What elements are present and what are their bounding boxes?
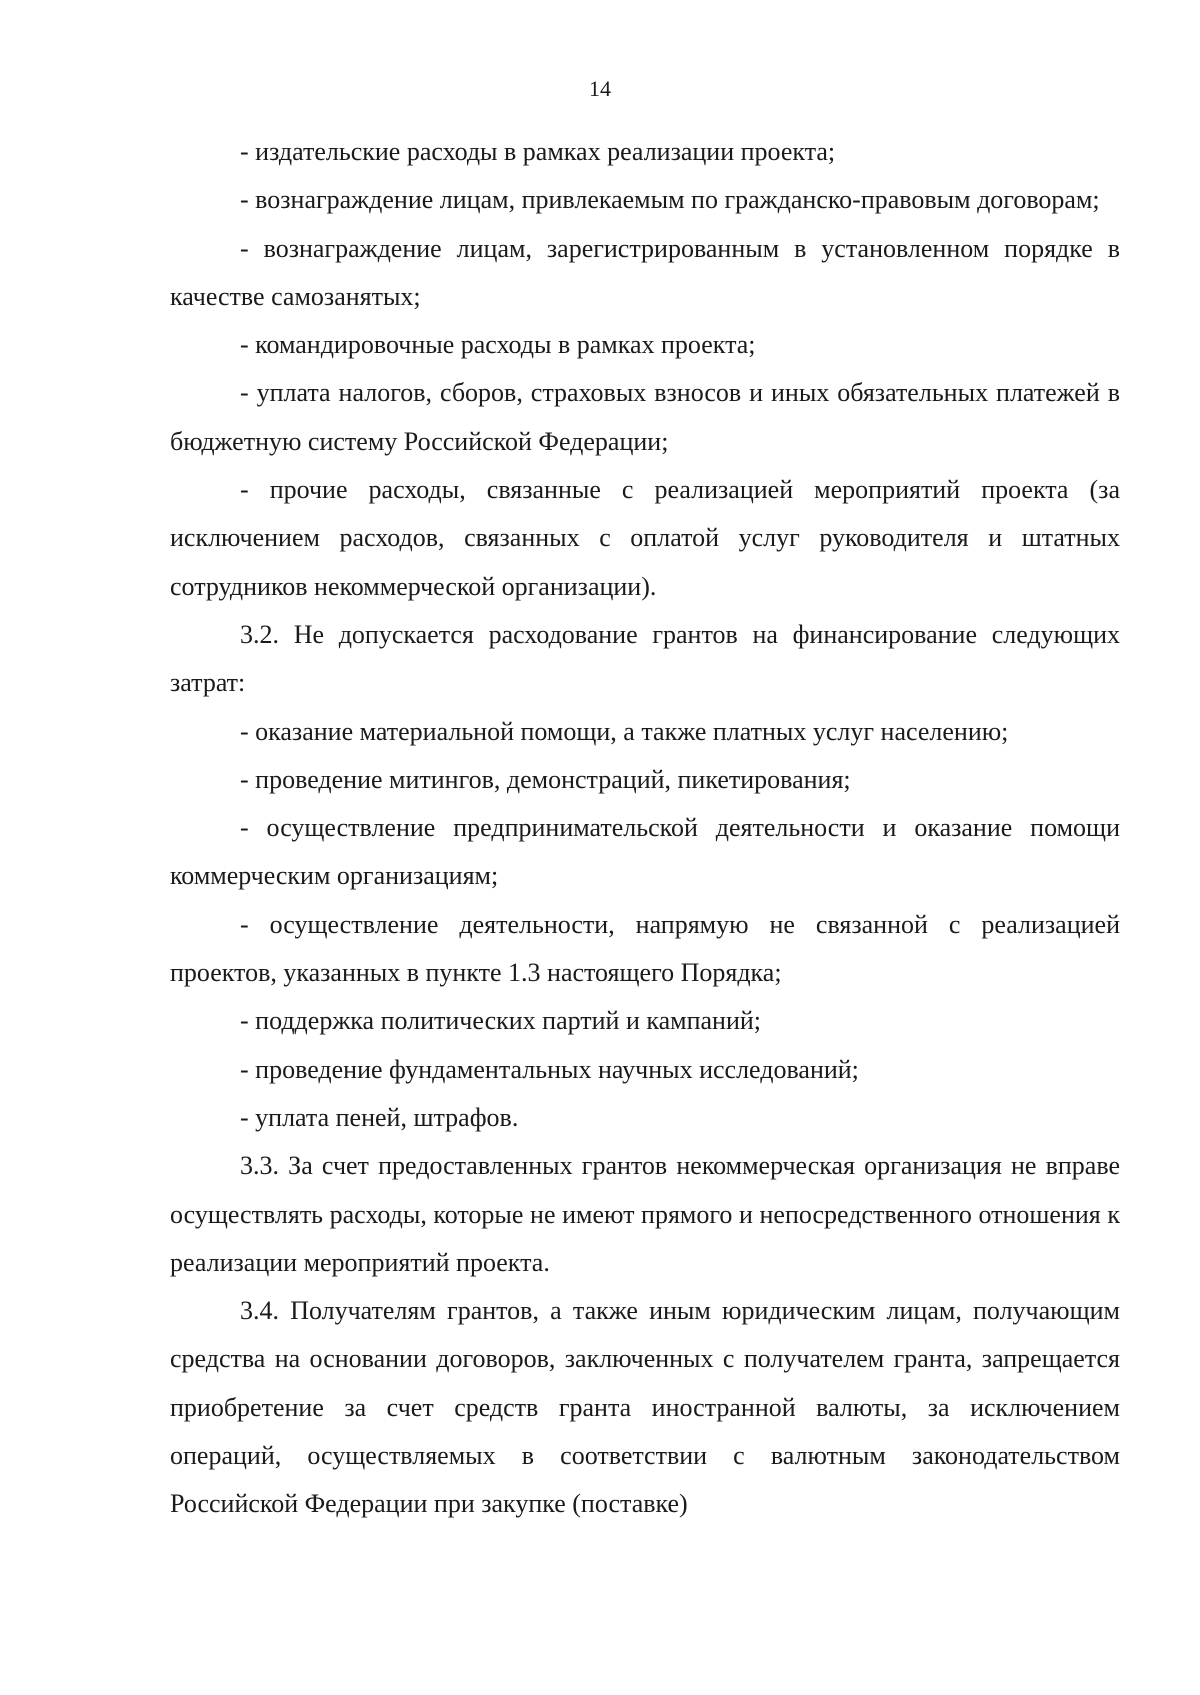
paragraph-penalties: - уплата пеней, штрафов. [240,1102,519,1132]
paragraph-travel-expenses: - командировочные расходы в рамках проекта; [240,330,756,360]
paragraph-political-support: - поддержка политических партий и кампаний; [240,1006,762,1036]
paragraph-entrepreneurial-activity: - осуществление предпринимательской деятельности и оказание помощи коммерческим организациям; [170,813,1120,891]
paragraph-publishing-expenses: - издательские расходы в рамках реализации проекта; [240,137,836,166]
paragraph-fundamental-research: - проведение фундаментальных научных исследований; [240,1054,859,1084]
paragraph-rallies: - проведение митингов, демонстраций, пикетирования; [240,764,851,794]
document-body [170,128,1120,1529]
page-number: 14 [589,76,611,101]
paragraph-taxes-payments: - уплата налогов, сборов, страховых взносов и иных обязательных платежей в бюджетную систему Российской Федерации; [170,378,1120,456]
paragraph-section-3-4: 3.4. Получателям грантов, а также иным юридическим лицам, получающим средства на основании договоров, заключенных с получателем гранта, запрещается приобретение за счет средств гранта иностранной валюты, за исключением операций, осуществляемых в соответствии с валютным законодательством Российской Федерации при закупке (поставке) [170,1296,1120,1519]
paragraph-material-assistance: - оказание материальной помощи, а также платных услуг населению; [240,716,1009,746]
paragraph-self-employed-remuneration: - вознаграждение лицам, зарегистрированным в установленном порядке в качестве самозанятых; [170,233,1120,311]
paragraph-unrelated-activity: - осуществление деятельности, напрямую не связанной с реализацией проектов, указанных в пункте 1.3 настоящего Порядка; [170,909,1120,988]
paragraph-civil-contract-remuneration: - вознаграждение лицам, привлекаемым по гражданско-правовым договорам; [240,185,1100,215]
paragraph-section-3-2: 3.2. Не допускается расходование грантов на финансирование следующих затрат: [170,619,1120,698]
paragraph-other-expenses: - прочие расходы, связанные с реализацией мероприятий проекта (за исключением расходов, связанных с оплатой услуг руководителя и штатных сотрудников некоммерческой организации). [170,475,1120,601]
paragraph-section-3-3: 3.3. За счет предоставленных грантов некоммерческая организация не вправе осуществлять расходы, которые не имеют прямого и непосредственного отношения к реализации мероприятий проекта. [170,1151,1120,1277]
